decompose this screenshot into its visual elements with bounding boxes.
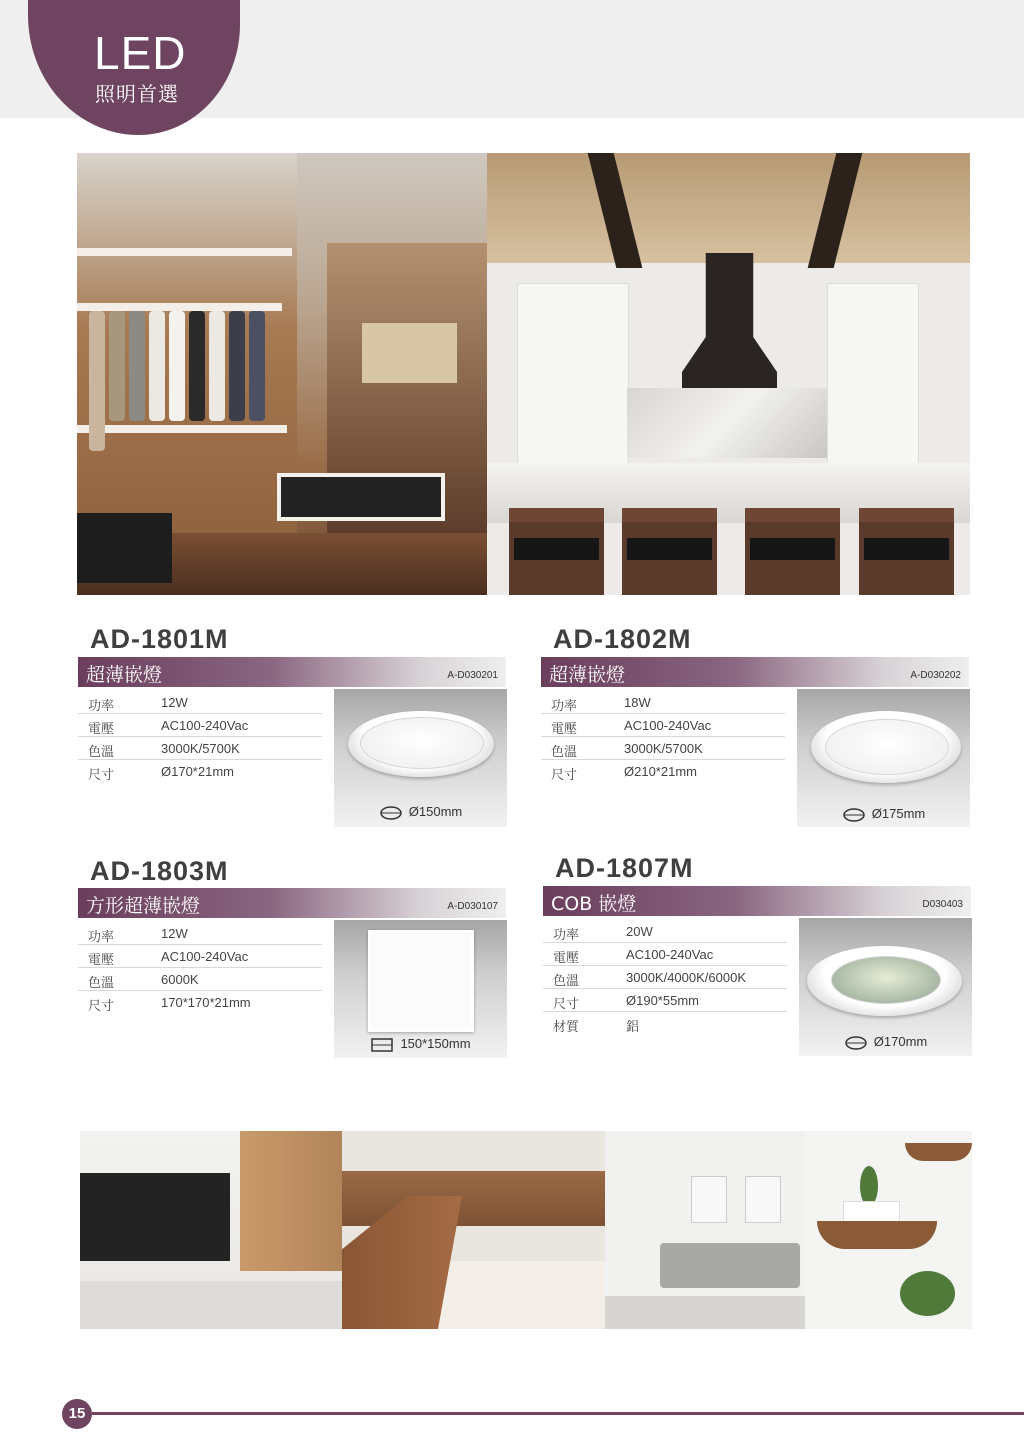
spec-row-power: 功率 18W — [541, 692, 785, 714]
product-title-bar — [78, 888, 506, 918]
spec-row-color-temp: 色溫 3000K/4000K/6000K — [543, 967, 787, 989]
brand-subtitle: 照明首選 — [95, 82, 179, 106]
product-name: COB 嵌燈 — [551, 893, 637, 915]
product-image — [334, 920, 507, 1058]
product-title-bar — [541, 657, 969, 687]
spec-row-size: 尺寸 Ø170*21mm — [88, 764, 234, 783]
product-model: AD-1807M — [555, 853, 694, 883]
cutout-label: 150*150mm — [334, 1036, 507, 1053]
product-model: AD-1803M — [90, 856, 229, 886]
spec-row-power: 功率 12W — [78, 923, 322, 945]
spec-row-material: 材質 鋁 — [553, 1019, 640, 1035]
product-image — [334, 689, 507, 827]
spec-table — [78, 692, 322, 783]
plant-shelf-photo — [805, 1131, 972, 1329]
product-code: A-D030201 — [447, 670, 498, 681]
product-name: 超薄嵌燈 — [86, 664, 163, 686]
page-number: 15 — [62, 1399, 92, 1429]
cutout-icon — [379, 805, 403, 821]
cutout-icon — [844, 1035, 868, 1051]
spec-row-size: 尺寸 Ø190*55mm — [543, 990, 787, 1012]
product-code: A-D030202 — [910, 670, 961, 681]
cutout-label: Ø170mm — [799, 1034, 972, 1051]
product-name: 方形超薄嵌燈 — [86, 895, 201, 917]
spec-row-power: 功率 12W — [78, 692, 322, 714]
product-title-bar — [543, 886, 971, 916]
spec-row-color-temp: 色溫 3000K/5700K — [78, 738, 322, 760]
spec-table — [543, 921, 787, 1035]
spec-table — [541, 692, 785, 783]
product-image — [797, 689, 970, 827]
product-code: A-D030107 — [447, 901, 498, 912]
product-model: AD-1802M — [553, 624, 692, 654]
product-name: 超薄嵌燈 — [549, 664, 626, 686]
dining-room-photo — [342, 1131, 605, 1329]
spec-row-voltage: 電壓 AC100-240Vac — [78, 946, 322, 968]
spec-row-power: 功率 20W — [543, 921, 787, 943]
cutout-icon — [370, 1037, 394, 1053]
product-title-bar — [78, 657, 506, 687]
closet-photo — [77, 153, 487, 595]
cutout-icon — [842, 807, 866, 823]
product-model: AD-1801M — [90, 624, 229, 654]
spec-row-color-temp: 色溫 6000K — [78, 969, 322, 991]
cutout-label: Ø150mm — [334, 804, 507, 821]
spec-row-size: 尺寸 Ø210*21mm — [551, 764, 697, 783]
spec-table — [78, 923, 322, 1014]
product-code: D030403 — [922, 899, 963, 910]
lounge-photo — [605, 1131, 805, 1329]
kitchen-photo — [487, 153, 970, 595]
spec-row-voltage: 電壓 AC100-240Vac — [78, 715, 322, 737]
living-room-photo — [80, 1131, 342, 1329]
footer-rule — [92, 1412, 1024, 1415]
spec-row-color-temp: 色溫 3000K/5700K — [541, 738, 785, 760]
spec-row-voltage: 電壓 AC100-240Vac — [543, 944, 787, 966]
product-image — [799, 918, 972, 1056]
spec-row-size: 尺寸 170*170*21mm — [88, 995, 251, 1014]
brand-title: LED — [94, 27, 187, 79]
cutout-label: Ø175mm — [797, 806, 970, 823]
spec-row-voltage: 電壓 AC100-240Vac — [541, 715, 785, 737]
